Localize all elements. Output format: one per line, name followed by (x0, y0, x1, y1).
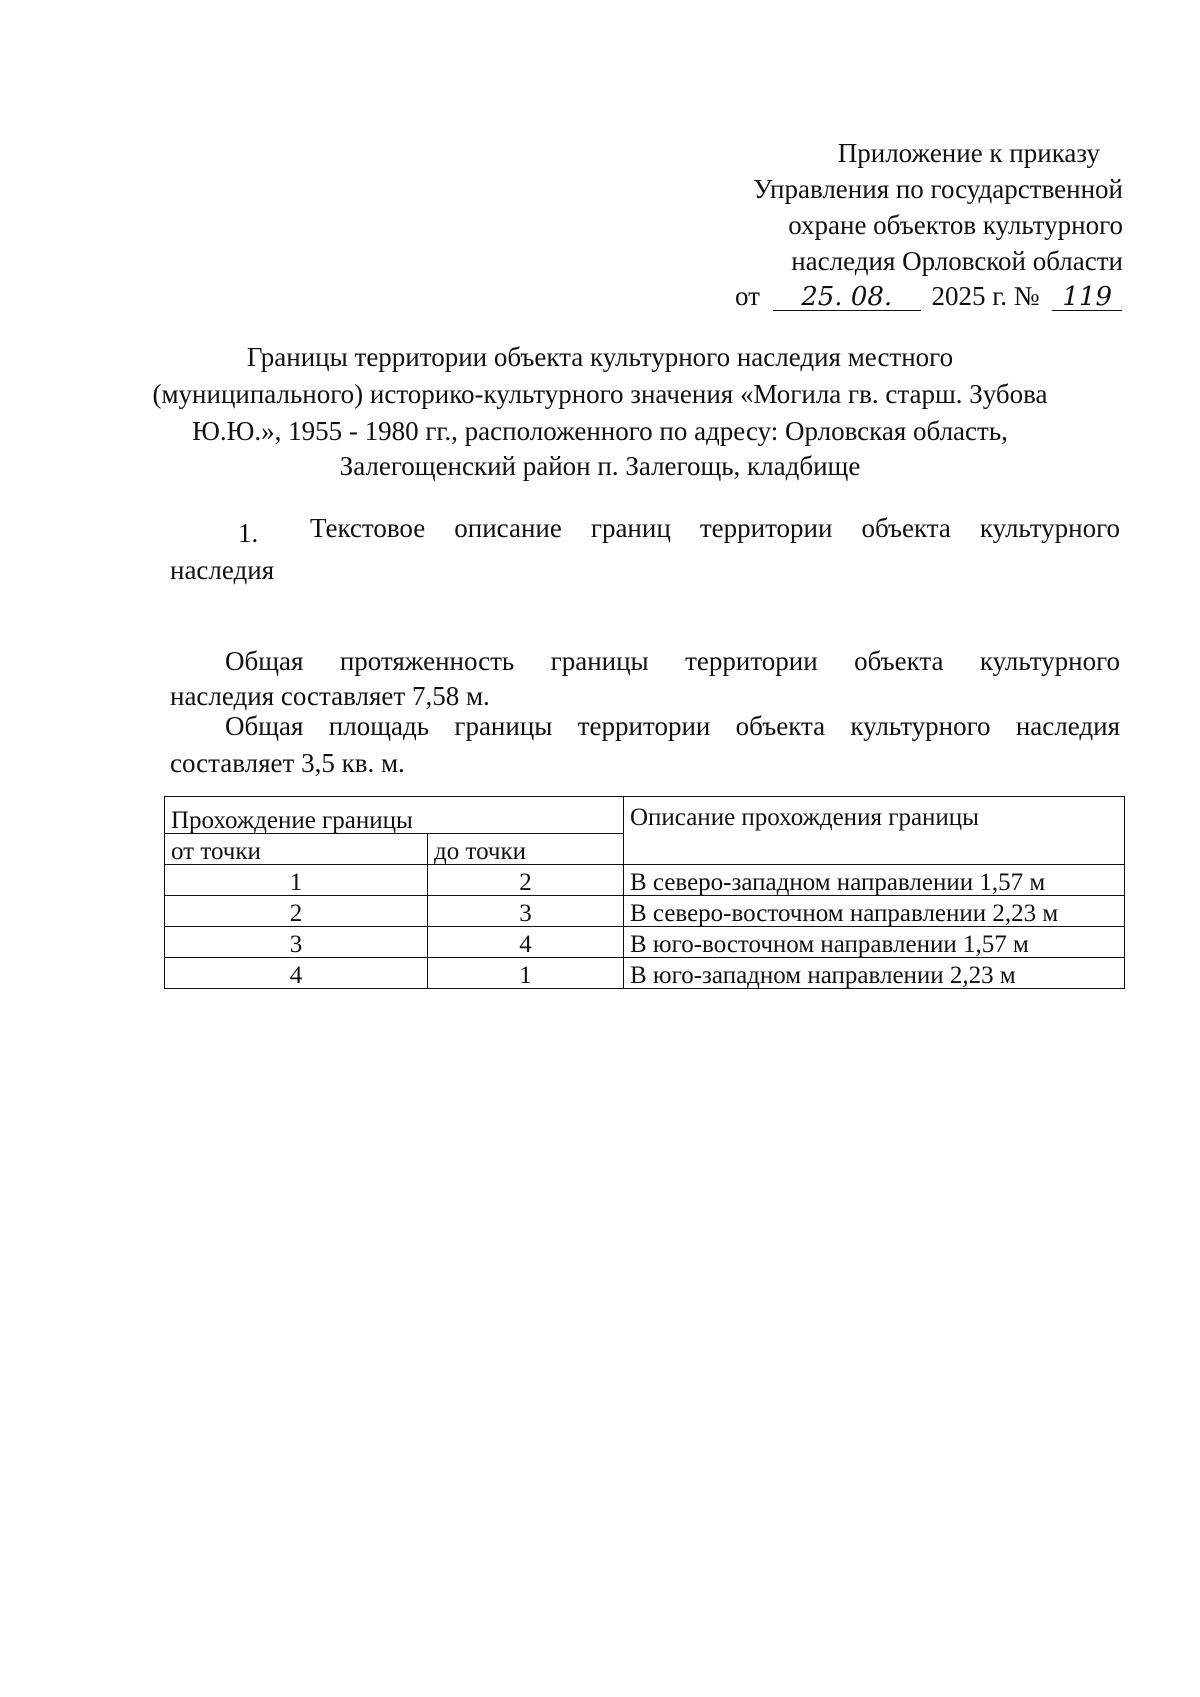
header-to-point: до точки (428, 834, 624, 865)
cell-from: 2 (165, 896, 428, 927)
table-row (165, 958, 1125, 989)
handwritten-number: 119 (1052, 284, 1122, 311)
cell-to: 3 (428, 896, 624, 927)
table-row (165, 865, 1125, 896)
cell-to: 4 (428, 927, 624, 958)
paragraph-1-line-2: наследия составляет 7,58 м. (170, 681, 490, 711)
header-line-2: Управления по государственной (753, 174, 1123, 204)
boundary-table (164, 796, 1125, 989)
cell-to: 1 (428, 958, 624, 989)
paragraph-1-line-1: Общая протяженность границы территории объекта культурного (225, 646, 1120, 676)
date-prefix: от (735, 281, 760, 311)
header-line-3: охране объектов культурного (788, 210, 1123, 240)
cell-to: 2 (428, 865, 624, 896)
header-line-4: наследия Орловской области (791, 246, 1123, 276)
cell-from: 1 (165, 865, 428, 896)
table-row (165, 927, 1125, 958)
title-line-4: Залегощенский район п. Залегощь, кладбище (339, 451, 861, 481)
cell-description: В юго-западном направлении 2,23 м (624, 958, 1125, 989)
section-number: 1. (238, 518, 259, 548)
paragraph-2-line-1: Общая площадь границы территории объекта культурного наследия (225, 711, 1120, 741)
date-year: 2025 г. № (931, 281, 1040, 311)
title-line-2: (муниципального) историко-культурного значения «Могила гв. старш. Зубова (152, 379, 1048, 409)
header-boundary-description: Описание прохождения границы (624, 797, 1125, 865)
header-line-1: Приложение к приказу (837, 138, 1100, 168)
order-date-line (735, 283, 1122, 311)
cell-from: 4 (165, 958, 428, 989)
header-boundary-passage: Прохождение границы (165, 797, 624, 834)
title-line-3: Ю.Ю.», 1955 - 1980 гг., расположенного по адресу: Орловская область, (192, 416, 1008, 446)
title-line-1: Границы территории объекта культурного наследия местного (246, 342, 954, 372)
cell-from: 3 (165, 927, 428, 958)
section-heading-line-2: наследия (170, 555, 275, 585)
cell-description: В северо-западном направлении 1,57 м (624, 865, 1125, 896)
paragraph-2-line-2: составляет 3,5 кв. м. (170, 748, 405, 778)
table-row (165, 896, 1125, 927)
cell-description: В юго-восточном направлении 1,57 м (624, 927, 1125, 958)
section-heading-line-1: Текстовое описание границ территории объекта культурного (310, 513, 1120, 543)
cell-description: В северо-восточном направлении 2,23 м (624, 896, 1125, 927)
header-from-point: от точки (165, 834, 428, 865)
handwritten-date: 25. 08. (773, 284, 921, 311)
